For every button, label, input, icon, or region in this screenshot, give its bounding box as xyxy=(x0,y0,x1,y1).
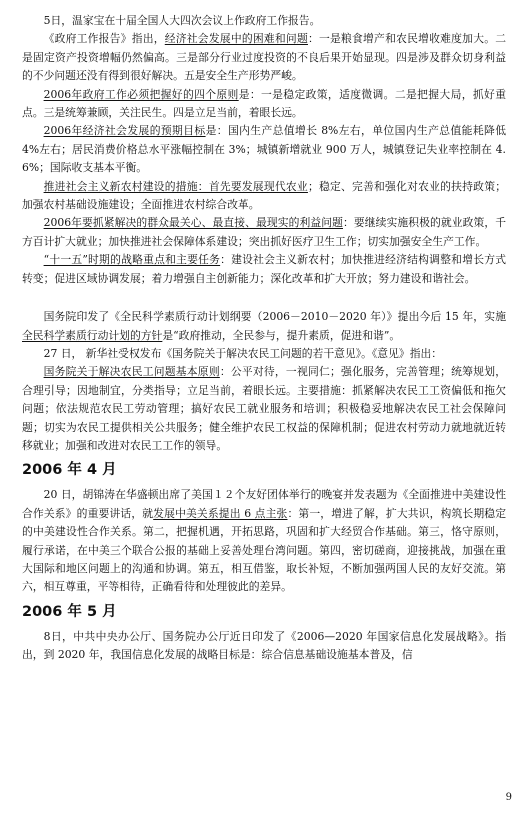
body-paragraph xyxy=(22,251,506,288)
body-paragraph xyxy=(22,12,506,30)
paragraph-text: 27 日， 新华社受权发布《国务院关于解决农民工问题的若干意见》。《意见》指出： xyxy=(43,346,443,360)
underlined-key-phrase: 2006年经济社会发展的预期目标 xyxy=(43,124,206,138)
body-paragraph xyxy=(22,308,506,345)
body-paragraph xyxy=(22,30,506,85)
body-paragraph xyxy=(22,214,506,251)
underlined-key-phrase: 全民科学素质行动计划的方针 xyxy=(22,328,163,342)
paragraph-text: 8日，中共中央办公厅、国务院办公厅近日印发了《2006—2020 年国家信息化发展战略》。指出，到 2020 年，我国信息化发展的战略目标是：综合信息基础设施基本普及，信 xyxy=(22,629,506,662)
paragraph-text: 国务院印发了《全民科学素质行动计划纲要（2006－2010－2020 年）》提出今后 15 年，实施 xyxy=(43,310,506,324)
body-paragraph xyxy=(22,122,506,177)
underlined-key-phrase: 经济社会发展中的困难和问题 xyxy=(164,32,308,46)
underlined-key-phrase: “十一五”时期的战略重点和主要任务 xyxy=(43,253,221,267)
page-body xyxy=(22,12,506,665)
paragraph-text: 是：国内生产总值增长 8%左右，单位国内生产总值能耗降低 4%左右；居民消费价格总水平涨幅控制在 3%；城镇新增就业 900 万人，城镇登记失业率控制在 4.6%；国际收支基本平衡。 xyxy=(22,124,506,175)
body-paragraph xyxy=(22,178,506,215)
body-paragraph xyxy=(22,86,506,123)
paragraph-text: ；稳定、完善和强化对农业的扶持政策；加强农村基础设施建设；全面推进农村综合改革。 xyxy=(22,179,507,212)
page-number: 9 xyxy=(505,792,512,803)
paragraph-text: 是：一是稳定政策，适度微调。二是把握大局，抓好重点。三是统筹兼顾，关注民生。四是立足当前，着眼长远。 xyxy=(22,87,506,120)
body-paragraph xyxy=(22,363,506,455)
body-paragraph xyxy=(22,628,506,665)
paragraph-text: ：第一，增进了解，扩大共识，构筑长期稳定的中美建设性合作关系。第二，把握机遇，开拓思路，巩固和扩大经贸合作基础。第三，恪守原则，履行承诺，在中美三个联合公报的基础上妥善处理台湾问题。第四，密切磋商，迎接挑战，加强在重大国际和地区问题上的沟通和协调。第五，相互借鉴，取长补短，不断加强两国人民的友好交流。第六，相互尊重，平等相待，正确看待和处理彼此的差异。 xyxy=(22,506,507,594)
underlined-key-phrase: 2006年要抓紧解决的群众最关心、最直接、最现实的利益问题 xyxy=(43,216,343,230)
body-paragraph xyxy=(22,345,506,363)
paragraph-text: 是“政府推动，全民参与，提升素质，促进和谐”。 xyxy=(162,328,401,342)
paragraph-text: 5日，温家宝在十届全国人大四次会议上作政府工作报告。 xyxy=(43,14,321,27)
paragraph-text: ：要继续实施积极的就业政策，千方百计扩大就业；加快推进社会保障体系建设；突出抓好医疗卫生工作；切实加强安全生产工作。 xyxy=(22,216,507,248)
underlined-key-phrase: 发展中美关系提出 6 点主张 xyxy=(153,506,288,520)
paragraph-text: ：一是粮食增产和农民增收难度加大。二是固定资产投资增幅仍然偏高。三是部分行业过度投资的不良后果开始显现。四是涉及群众切身利益的不少问题还没有得到很好解决。五是安全生产形势严峻。 xyxy=(22,32,507,83)
paragraph-text: ：公平对待，一视同仁；强化服务，完善管理；统筹规划，合理引导；因地制宜，分类指导；立足当前，着眼长远。主要措施：抓紧解决农民工工资偏低和拖欠问题；依法规范农民工劳动管理；搞好农民工就业服务和培训；积极稳妥地解决农民工社会保障问题；切实为农民工提供相关公共服务；健全维护农民工权益的保障机制；促进农村劳动力就地就近转移就业；加强和改进对农民工工作的领导。 xyxy=(22,365,507,452)
underlined-key-phrase: 推进社会主义新农村建设的措施：首先要发展现代农业 xyxy=(43,179,308,193)
section-heading: 2006 年 5 月 xyxy=(22,603,117,620)
paragraph-gap xyxy=(22,288,506,308)
body-paragraph xyxy=(22,486,506,596)
section-heading: 2006 年 4 月 xyxy=(22,462,117,479)
paragraph-text: 20 日，胡锦涛在华盛顿出席了美国１２个友好团体举行的晚宴并发表题为《全面推进中美建设性合作关系》的重要讲话，就 xyxy=(22,488,506,520)
underlined-key-phrase: 2006年政府工作必须把握好的四个原则 xyxy=(43,87,239,101)
paragraph-text: ：建设社会主义新农村；加快推进经济结构调整和增长方式转变；促进区域协调发展；着力增强自主创新能力；深化改革和扩大开放；努力建设和谐社会。 xyxy=(22,253,506,285)
underlined-key-phrase: 国务院关于解决农民工问题基本原则 xyxy=(43,365,220,379)
paragraph-text: 《政府工作报告》指出， xyxy=(43,32,165,46)
